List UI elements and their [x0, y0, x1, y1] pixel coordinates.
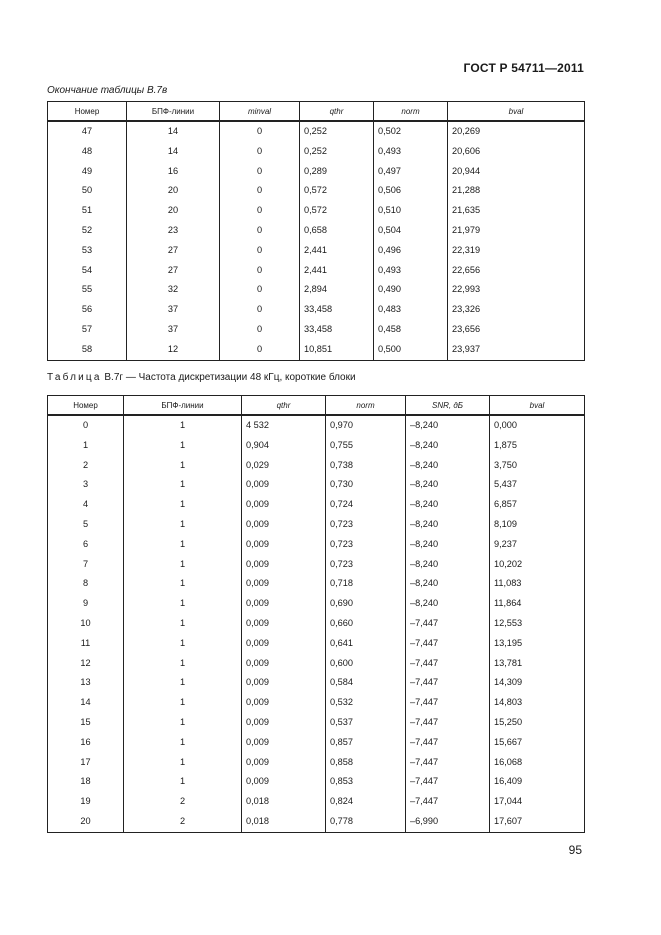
table-cell: 1 — [124, 436, 242, 456]
table-cell: 0,572 — [300, 201, 374, 221]
table-row — [48, 515, 585, 535]
table2-col-qthr: qthr — [242, 396, 326, 416]
table-cell: 0,660 — [326, 614, 406, 634]
table-cell: 0,658 — [300, 221, 374, 241]
table-cell: –8,240 — [406, 574, 490, 594]
table-cell: 20,944 — [448, 162, 585, 182]
table-cell: 53 — [48, 241, 127, 261]
table-cell: 0,537 — [326, 713, 406, 733]
table-cell: 1 — [124, 713, 242, 733]
table-cell: 10,851 — [300, 340, 374, 360]
table-cell: 0,009 — [242, 753, 326, 773]
table-row — [48, 753, 585, 773]
table-cell: 0,970 — [326, 415, 406, 436]
table-cell: 0,000 — [490, 415, 585, 436]
table-cell: 0,483 — [374, 300, 448, 320]
table-cell: 20,606 — [448, 142, 585, 162]
table-row — [48, 181, 585, 201]
table-row — [48, 340, 585, 360]
table-cell: 21,288 — [448, 181, 585, 201]
table-cell: 0,252 — [300, 142, 374, 162]
table-cell: 8,109 — [490, 515, 585, 535]
table-cell: 0,718 — [326, 574, 406, 594]
table-cell: 0,009 — [242, 772, 326, 792]
table-cell: 3 — [48, 475, 124, 495]
table1-caption: Окончание таблицы В.7в — [47, 85, 168, 96]
table-cell: 22,656 — [448, 261, 585, 281]
table-cell: 14,309 — [490, 673, 585, 693]
table-cell: 1 — [124, 614, 242, 634]
table-cell: 2 — [48, 456, 124, 476]
table-cell: 0,824 — [326, 792, 406, 812]
table-cell: 0 — [220, 162, 300, 182]
table-cell: 12,553 — [490, 614, 585, 634]
table-cell: 0,009 — [242, 555, 326, 575]
table-cell: 0,009 — [242, 515, 326, 535]
table-cell: 0,755 — [326, 436, 406, 456]
table-cell: 17,044 — [490, 792, 585, 812]
table-cell: 0,009 — [242, 713, 326, 733]
table-cell: 1 — [124, 555, 242, 575]
table1-col-number: Номер — [48, 102, 127, 122]
table-cell: 2,894 — [300, 280, 374, 300]
table2-col-snr: SNR, дБ — [406, 396, 490, 416]
table2-header-row — [48, 396, 585, 416]
table-cell: 5,437 — [490, 475, 585, 495]
table-cell: 21,979 — [448, 221, 585, 241]
table-cell: 5 — [48, 515, 124, 535]
table-cell: 8 — [48, 574, 124, 594]
table-cell: 0,723 — [326, 555, 406, 575]
table-cell: –8,240 — [406, 535, 490, 555]
table-cell: 20 — [127, 181, 220, 201]
table-row — [48, 300, 585, 320]
table-cell: 0,496 — [374, 241, 448, 261]
table-cell: 14 — [48, 693, 124, 713]
table-cell: 0,853 — [326, 772, 406, 792]
table-cell: –7,447 — [406, 693, 490, 713]
table-cell: 0,724 — [326, 495, 406, 515]
table-cell: 1 — [124, 753, 242, 773]
table-cell: 0,738 — [326, 456, 406, 476]
table-cell: 2,441 — [300, 241, 374, 261]
table-cell: 0,009 — [242, 495, 326, 515]
table-cell: 2 — [124, 812, 242, 832]
table-cell: 52 — [48, 221, 127, 241]
table-cell: 15 — [48, 713, 124, 733]
table-row — [48, 495, 585, 515]
table-cell: 0,584 — [326, 673, 406, 693]
table-cell: 14 — [127, 142, 220, 162]
table-cell: 18 — [48, 772, 124, 792]
table2-col-number: Номер — [48, 396, 124, 416]
table-cell: 32 — [127, 280, 220, 300]
table-cell: 23,326 — [448, 300, 585, 320]
table-cell: –8,240 — [406, 475, 490, 495]
table-cell: –8,240 — [406, 555, 490, 575]
table-cell: 0,641 — [326, 634, 406, 654]
table-cell: 12 — [127, 340, 220, 360]
table-cell: 15,667 — [490, 733, 585, 753]
table-cell: –7,447 — [406, 713, 490, 733]
table-cell: 57 — [48, 320, 127, 340]
table-cell: 0 — [220, 241, 300, 261]
table-cell: 1 — [124, 535, 242, 555]
table-cell: 55 — [48, 280, 127, 300]
table-cell: 0,490 — [374, 280, 448, 300]
table-cell: 14,803 — [490, 693, 585, 713]
table-cell: 1 — [124, 475, 242, 495]
table1-col-minval: minval — [220, 102, 300, 122]
table2-col-fft-lines: БПФ-линии — [124, 396, 242, 416]
table-cell: 0 — [220, 181, 300, 201]
standard-code: ГОСТ Р 54711—2011 — [463, 61, 584, 75]
table-row — [48, 142, 585, 162]
table-cell: –8,240 — [406, 436, 490, 456]
table-row — [48, 162, 585, 182]
table2-caption-text: В.7г — Частота дискретизации 48 кГц, короткие блоки — [101, 372, 356, 383]
table-cell: 27 — [127, 241, 220, 261]
table-cell: 0,506 — [374, 181, 448, 201]
table-cell: 22,993 — [448, 280, 585, 300]
table-cell: 51 — [48, 201, 127, 221]
table-cell: 0,500 — [374, 340, 448, 360]
table-cell: 0,723 — [326, 515, 406, 535]
table2-caption-prefix: Таблица — [47, 372, 102, 383]
table-cell: 0,009 — [242, 574, 326, 594]
table1-header-row — [48, 102, 585, 122]
table-cell: –6,990 — [406, 812, 490, 832]
table-row — [48, 574, 585, 594]
table-cell: –7,447 — [406, 654, 490, 674]
table-cell: 0,493 — [374, 261, 448, 281]
table-row — [48, 772, 585, 792]
table-cell: 0 — [220, 121, 300, 142]
table-cell: 16,409 — [490, 772, 585, 792]
table-cell: 0,018 — [242, 812, 326, 832]
table-cell: –8,240 — [406, 515, 490, 535]
table-cell: 37 — [127, 320, 220, 340]
table-row — [48, 673, 585, 693]
table-cell: 0,018 — [242, 792, 326, 812]
table-cell: 37 — [127, 300, 220, 320]
table-cell: 0,502 — [374, 121, 448, 142]
table-cell: 54 — [48, 261, 127, 281]
table-cell: 1 — [48, 436, 124, 456]
table-cell: 13 — [48, 673, 124, 693]
table-cell: 1 — [124, 574, 242, 594]
table-cell: 0,009 — [242, 475, 326, 495]
table-cell: 0,009 — [242, 535, 326, 555]
table-cell: 20 — [48, 812, 124, 832]
table-cell: 2,441 — [300, 261, 374, 281]
table-cell: –7,447 — [406, 753, 490, 773]
table-row — [48, 261, 585, 281]
table-cell: 6 — [48, 535, 124, 555]
table-row — [48, 792, 585, 812]
table-cell: 15,250 — [490, 713, 585, 733]
table-cell: 0,510 — [374, 201, 448, 221]
table-cell: –7,447 — [406, 673, 490, 693]
table-cell: 48 — [48, 142, 127, 162]
table-cell: 23,937 — [448, 340, 585, 360]
table-cell: 0 — [220, 320, 300, 340]
table-row — [48, 812, 585, 832]
table1-col-bval: bval — [448, 102, 585, 122]
table-cell: –7,447 — [406, 772, 490, 792]
table-cell: 0,857 — [326, 733, 406, 753]
table-cell: 9,237 — [490, 535, 585, 555]
table-row — [48, 555, 585, 575]
table-cell: 1 — [124, 693, 242, 713]
table-cell: 33,458 — [300, 300, 374, 320]
table-cell: 0,532 — [326, 693, 406, 713]
table-cell: 1 — [124, 673, 242, 693]
table-row — [48, 456, 585, 476]
table-cell: 0,029 — [242, 456, 326, 476]
table-cell: 1 — [124, 772, 242, 792]
table-cell: 0,009 — [242, 634, 326, 654]
table-row — [48, 654, 585, 674]
table-cell: 10,202 — [490, 555, 585, 575]
table-cell: 0,572 — [300, 181, 374, 201]
table-row — [48, 320, 585, 340]
table-cell: 1 — [124, 495, 242, 515]
table-cell: –8,240 — [406, 495, 490, 515]
table-cell: 21,635 — [448, 201, 585, 221]
table-cell: 16 — [127, 162, 220, 182]
table-cell: 0 — [220, 280, 300, 300]
table-cell: 0,497 — [374, 162, 448, 182]
table-cell: 0,252 — [300, 121, 374, 142]
table-cell: 4 532 — [242, 415, 326, 436]
table-cell: –8,240 — [406, 415, 490, 436]
table1-col-qthr: qthr — [300, 102, 374, 122]
table2 — [47, 395, 585, 833]
table-cell: 0,858 — [326, 753, 406, 773]
table-cell: 0,009 — [242, 614, 326, 634]
table-row — [48, 241, 585, 261]
table-cell: 0 — [220, 261, 300, 281]
table-cell: 1 — [124, 456, 242, 476]
table-cell: 0,600 — [326, 654, 406, 674]
table-cell: 6,857 — [490, 495, 585, 515]
table-cell: 1 — [124, 415, 242, 436]
table-row — [48, 614, 585, 634]
table-cell: 4 — [48, 495, 124, 515]
table-cell: –8,240 — [406, 594, 490, 614]
table-cell: 0,009 — [242, 733, 326, 753]
table-row — [48, 415, 585, 436]
table-cell: 0,504 — [374, 221, 448, 241]
table-cell: 13,781 — [490, 654, 585, 674]
table-cell: 9 — [48, 594, 124, 614]
table-cell: –8,240 — [406, 456, 490, 476]
table-row — [48, 475, 585, 495]
table-cell: 0,723 — [326, 535, 406, 555]
table-cell: 16,068 — [490, 753, 585, 773]
table-cell: 1 — [124, 733, 242, 753]
table-cell: 0,009 — [242, 693, 326, 713]
table-cell: –7,447 — [406, 733, 490, 753]
table-cell: 1 — [124, 634, 242, 654]
table-cell: 1 — [124, 515, 242, 535]
table-cell: 0 — [220, 142, 300, 162]
table-cell: 0 — [220, 340, 300, 360]
table-cell: 23,656 — [448, 320, 585, 340]
table-row — [48, 436, 585, 456]
table-cell: 17 — [48, 753, 124, 773]
table-row — [48, 280, 585, 300]
table-row — [48, 535, 585, 555]
table-cell: 11,083 — [490, 574, 585, 594]
table-row — [48, 201, 585, 221]
table-cell: 0,458 — [374, 320, 448, 340]
table-row — [48, 733, 585, 753]
table-cell: 17,607 — [490, 812, 585, 832]
table-cell: 20 — [127, 201, 220, 221]
table-cell: 0,690 — [326, 594, 406, 614]
table-cell: –7,447 — [406, 792, 490, 812]
table-row — [48, 121, 585, 142]
table-cell: 0,289 — [300, 162, 374, 182]
table-cell: 47 — [48, 121, 127, 142]
table-cell: 13,195 — [490, 634, 585, 654]
table-cell: 0,493 — [374, 142, 448, 162]
table-cell: 27 — [127, 261, 220, 281]
table-cell: 20,269 — [448, 121, 585, 142]
table-cell: 14 — [127, 121, 220, 142]
table-cell: 19 — [48, 792, 124, 812]
table-cell: 0 — [48, 415, 124, 436]
table1-col-fft-lines: БПФ-линии — [127, 102, 220, 122]
table-cell: 0,778 — [326, 812, 406, 832]
table-cell: 22,319 — [448, 241, 585, 261]
table-row — [48, 693, 585, 713]
table-row — [48, 713, 585, 733]
table-cell: 0 — [220, 300, 300, 320]
table-cell: –7,447 — [406, 614, 490, 634]
table1-col-norm: norm — [374, 102, 448, 122]
table-cell: 7 — [48, 555, 124, 575]
table-cell: 0,009 — [242, 654, 326, 674]
table-cell: 0,009 — [242, 594, 326, 614]
table-cell: –7,447 — [406, 634, 490, 654]
table-cell: 33,458 — [300, 320, 374, 340]
table-row — [48, 594, 585, 614]
table2-col-norm: norm — [326, 396, 406, 416]
table-cell: 50 — [48, 181, 127, 201]
table-cell: 12 — [48, 654, 124, 674]
table-cell: 10 — [48, 614, 124, 634]
page-number: 95 — [568, 843, 582, 857]
table-cell: 0,730 — [326, 475, 406, 495]
table-cell: 49 — [48, 162, 127, 182]
table2-col-bval: bval — [490, 396, 585, 416]
table1 — [47, 101, 585, 361]
table-cell: 1 — [124, 594, 242, 614]
table-cell: 23 — [127, 221, 220, 241]
table-cell: 16 — [48, 733, 124, 753]
table-cell: 0,904 — [242, 436, 326, 456]
table-cell: 0 — [220, 221, 300, 241]
table-cell: 1,875 — [490, 436, 585, 456]
table-row — [48, 221, 585, 241]
table-cell: 0 — [220, 201, 300, 221]
table-cell: 56 — [48, 300, 127, 320]
table2-caption — [47, 372, 356, 383]
table-cell: 3,750 — [490, 456, 585, 476]
table-cell: 58 — [48, 340, 127, 360]
table-row — [48, 634, 585, 654]
table-cell: 0,009 — [242, 673, 326, 693]
table-cell: 11 — [48, 634, 124, 654]
table-cell: 1 — [124, 654, 242, 674]
table-cell: 2 — [124, 792, 242, 812]
table-cell: 11,864 — [490, 594, 585, 614]
